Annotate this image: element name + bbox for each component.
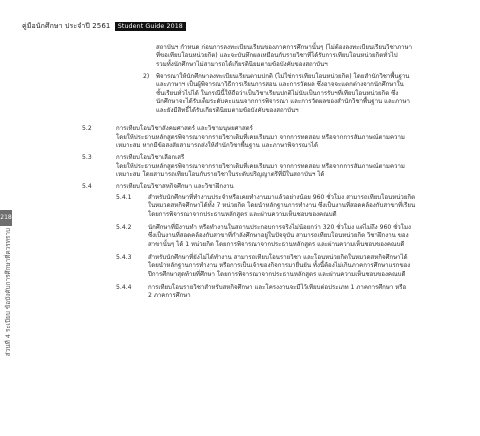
text-line: สำหรับนักศึกษาที่ทำงานประจำหรือเคยทำงานมาแล้วอย่างน้อย 960 ชั่วโมง สามารถเทียบโอนหน่วยกิต bbox=[148, 194, 416, 201]
page-header bbox=[22, 21, 186, 32]
text-line: ซึ่งเป็นงานที่สอดคล้องกับสาขาที่กำลังศึกษาอยู่ในปัจจุบัน สามารถเทียบโอนหน่วยกิต วิชาฝึกงาน ของ bbox=[148, 232, 409, 240]
text-line: เหมาะสม หากมีข้อสงสัยสามารถส่งให้สำนักวิชาพื้นฐาน และภาษาพิจารณาได้ bbox=[116, 142, 318, 150]
text-line: นักศึกษาจะได้รับเต็มระดับคะแนนจากการพิจารณา และการวัดผลของสำนักวิชาพื้นฐาน และภาษา bbox=[156, 98, 410, 106]
section-5-2-number: 5.2 bbox=[82, 125, 92, 132]
text-line: สาขานั้นๆ ได้ 1 หน่วยกิต โดยการพิจารณาจากประธานหลักสูตร และผ่านความเห็นชอบของคณบดี bbox=[148, 240, 405, 248]
section-5-4-number: 5.4 bbox=[82, 183, 92, 190]
section-5-4-title: การเทียบโอนวิชาสหกิจศึกษา และวิชาฝึกงาน bbox=[116, 183, 234, 190]
item-2-paragraph bbox=[156, 73, 410, 115]
section-5-3-number: 5.3 bbox=[82, 154, 92, 161]
section-5-3-title: การเทียบโอนวิชาเลือกเสรี bbox=[116, 154, 185, 161]
text-line: สำหรับนักศึกษาที่ยังไม่ได้ทำงาน สามารถเทียบโอนรายวิชา และโอนหน่วยกิตในหมวดสหกิจศึกษาได้ bbox=[148, 254, 408, 261]
text-line: ที่ขอเทียบโอนหน่วยกิต) และจะบันทึกผลเหมือนกับรายวิชาที่ได้รับการเทียบโอนหน่วยกิตทั่วไป bbox=[156, 52, 398, 60]
continuation-paragraph bbox=[156, 44, 412, 69]
subsection-5-4-2-body bbox=[148, 224, 411, 249]
subsection-5-4-3-number: 5.4.3 bbox=[116, 254, 132, 261]
text-line: ชั้นเรียนทั่วไปได้ ในกรณีนี้ให้ถือว่าเป็นวิชาเรียนปกติไม่นับเป็นการรับฯที่เทียบโอนหน่วยกิต ซึ่ง bbox=[156, 89, 399, 97]
text-line: โดยให้ประธานหลักสูตรพิจารณาจากรายวิชาเดิมที่เคยเรียนมา จากการทดสอบ หรือจากการสัมภาษณ์ตามความ bbox=[116, 134, 405, 141]
side-section-label: ส่วนที่ 4 ระเบียบ ข้อบังคับการศึกษาที่ควรทราบ bbox=[4, 228, 12, 357]
text-line: รวมทั้งนักศึกษาไม่สามารถได้เกียรตินิยมตามข้อบังคับของสถาบันฯ bbox=[156, 60, 328, 68]
item-2-label: 2) bbox=[143, 73, 150, 80]
subsection-5-4-2-number: 5.4.2 bbox=[116, 224, 132, 231]
subsection-5-4-1-body bbox=[148, 194, 415, 219]
section-5-3-body bbox=[116, 163, 405, 180]
text-line: นักศึกษาที่มีงานทำ หรือทำงานในสถานประกอบการจริงไม่น้อยกว่า 320 ชั่วโมง แต่ไม่ถึง 960 ชั่วโมง bbox=[148, 224, 411, 231]
subsection-5-4-4-number: 5.4.4 bbox=[116, 284, 132, 291]
header-title: คู่มือนักศึกษา ประจำปี 2561 bbox=[22, 22, 111, 30]
text-line: โดยการพิจารณาจากประธานหลักสูตร และผ่านความเห็นชอบของคณบดี bbox=[148, 210, 337, 218]
text-line: พิจารณาให้นักศึกษาลงทะเบียนเรียนตามปกติ (ไม่ใช่การเทียบโอนหน่วยกิต) โดยสำนักวิชาพื้นฐาน bbox=[156, 73, 410, 80]
subsection-5-4-3-body bbox=[148, 254, 410, 279]
text-line: ในหมวดสหกิจศึกษาได้ทั้ง 7 หน่วยกิต โดยนำหลักฐานการทำงาน ซึ่งเป็นงานที่สอดคล้องกับสาขาที่เรียน bbox=[148, 202, 416, 210]
text-line: และภาษาฯ เป็นผู้พิจารณาวิธีการเรียนการสอน และการวัดผล ซึ่งอาจจะแตกต่างจากนักศึกษาใน bbox=[156, 81, 404, 89]
text-line: การเทียบโอนรายวิชาสำหรับสหกิจศึกษา และโครงงานจะมีไว้เทียบต่อประเภท 1 ภาคการศึกษา หรือ bbox=[148, 284, 407, 291]
text-line: เหมาะสม โดยสามารถเทียบโอนกับรายวิชาในระดับปริญญาตรีที่มีในสถาบันฯ ได้ bbox=[116, 171, 325, 179]
section-5-2-title: การเทียบโอนวิชาสังคมศาสตร์ และวิชามนุษยศาสตร์ bbox=[116, 125, 253, 132]
subsection-5-4-4-body bbox=[148, 284, 406, 301]
subsection-5-4-1-number: 5.4.1 bbox=[116, 194, 132, 201]
text-line: ปีการศึกษาสุดท้ายที่ศึกษา โดยการพิจารณาจากประธานหลักสูตร และผ่านความเห็นชอบของคณบดี bbox=[148, 270, 406, 278]
text-line: 2 ภาคการศึกษา bbox=[148, 292, 191, 300]
text-line: สถาบันฯ กำหนด ก่อนการลงทะเบียนเรียนของภาคการศึกษานั้นๆ (ไม่ต้องลงทะเบียนเรียนวิชาภาษา bbox=[156, 44, 413, 51]
text-line: โดยนำหลักฐานการทำงาน หรือการเป็นเจ้าของกิจการมายื่นยัน ทั้งนี้ต้องไม่เกินภาคการศึกษาแรกของ bbox=[148, 262, 411, 270]
header-tag: Student Guide 2018 bbox=[115, 22, 186, 31]
section-5-2-body bbox=[116, 134, 405, 151]
page-number: 218 bbox=[0, 210, 12, 226]
text-line: และยังมีสิทธิ์ได้รับเกียรตินิยมตามข้อบังคับของสถาบันฯ bbox=[156, 106, 299, 114]
text-line: โดยให้ประธานหลักสูตรพิจารณาจากรายวิชาเดิมที่เคยเรียนมา จากการทดสอบ หรือจากการสัมภาษณ์ตามความ bbox=[116, 163, 405, 170]
